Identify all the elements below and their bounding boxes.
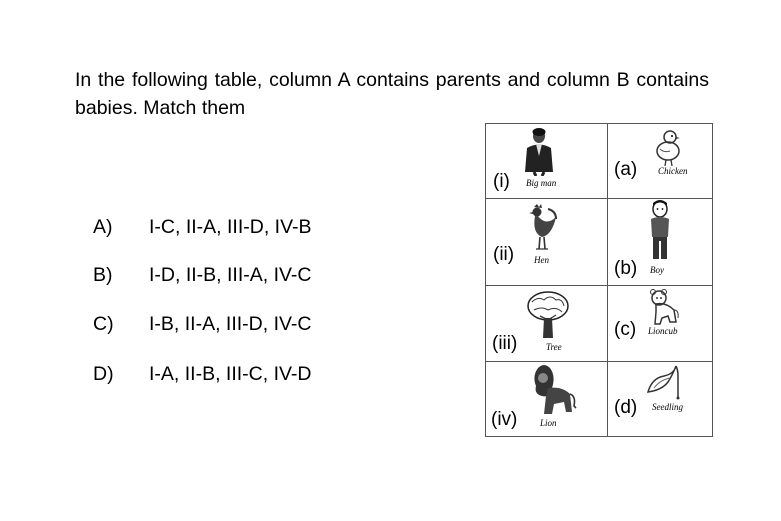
chicken-icon [650,127,690,167]
cell-parent [486,362,608,437]
cell-parent [486,199,608,286]
big-man-icon [522,126,556,176]
row-number: (ii) [493,244,515,265]
image-caption: Tree [546,342,562,352]
image-caption: Lion [540,418,557,428]
boy-icon [646,199,674,261]
row-letter: (a) [614,159,638,180]
cell-parent [486,124,608,199]
cell-baby [608,362,713,437]
option-label: A) [93,216,113,238]
tree-icon [526,290,570,338]
table-row [486,199,713,286]
row-number: (i) [493,171,510,192]
row-number: (iv) [491,409,518,430]
question-text: In the following table, column A contains parents and column B contains babies. Match them [75,69,709,119]
option-text: I-C, II-A, III-D, IV-B [149,216,312,238]
option-text: I-A, II-B, III-C, IV-D [149,363,312,385]
match-table [485,123,713,437]
lion-icon [528,362,578,416]
row-letter: (c) [614,319,637,340]
row-letter: (d) [614,397,638,418]
image-caption: Seedling [652,402,683,412]
option-text: I-D, II-B, III-A, IV-C [149,264,312,286]
cell-parent [486,286,608,362]
table-row [486,124,713,199]
table-row [486,362,713,437]
image-caption: Big man [526,178,557,188]
image-caption: Chicken [658,166,688,176]
cell-baby [608,199,713,286]
row-number: (iii) [492,333,518,354]
image-caption: Hen [534,255,549,265]
option-label: D) [93,363,114,385]
table-row [486,286,713,362]
image-caption: Boy [650,265,664,275]
option-label: C) [93,313,114,335]
option-label: B) [93,264,113,286]
seedling-icon [644,362,684,402]
cell-baby [608,124,713,199]
lion-cub-icon [646,288,680,326]
option-text: I-B, II-A, III-D, IV-C [149,313,312,335]
cell-baby [608,286,713,362]
image-caption: Lioncub [648,326,678,336]
hen-icon [524,203,558,251]
row-letter: (b) [614,258,638,279]
